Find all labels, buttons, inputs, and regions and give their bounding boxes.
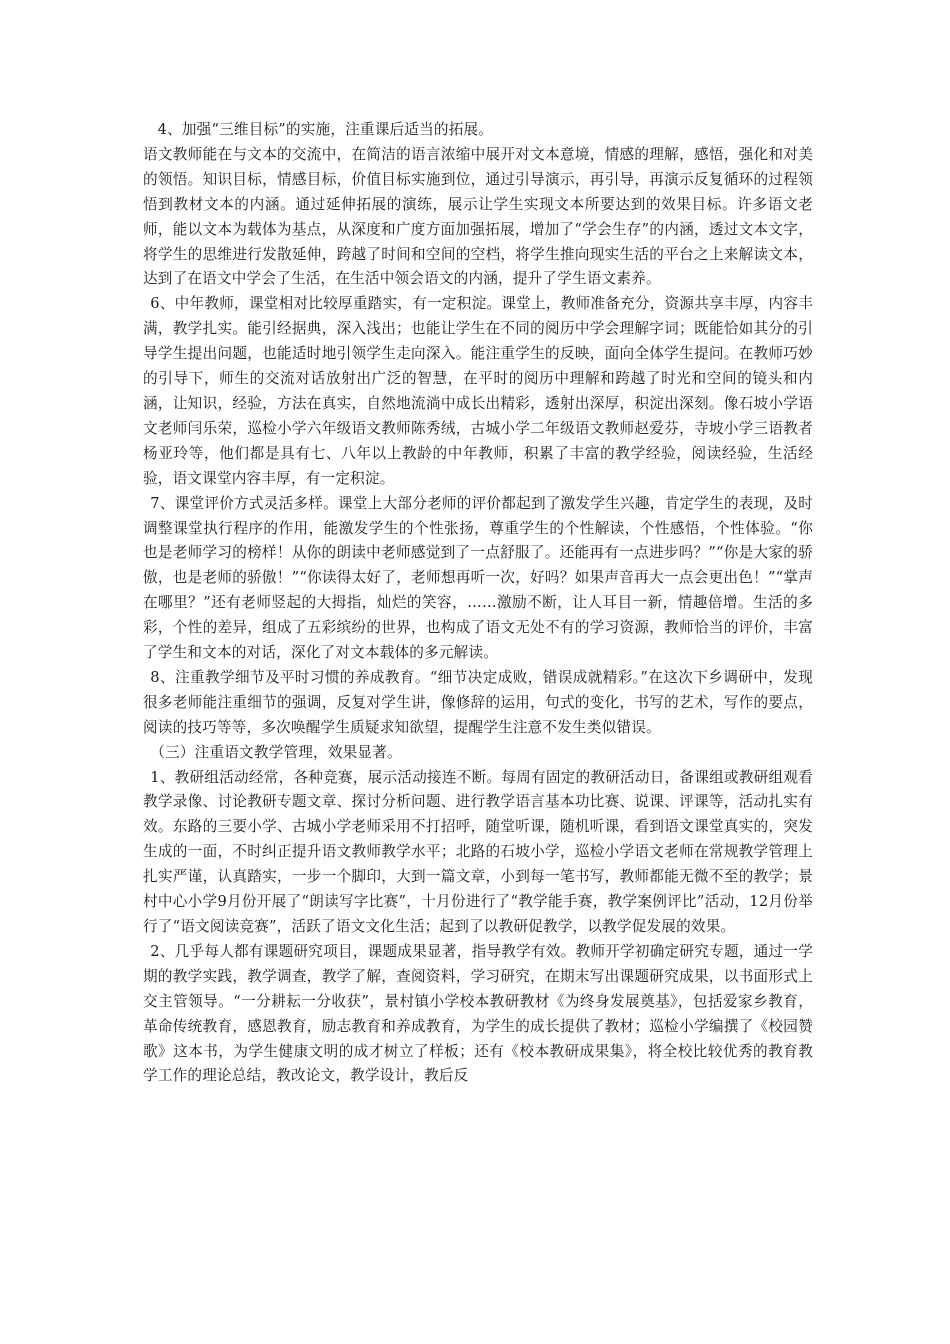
paragraph-item-8: 8、注重教学细节及平时习惯的养成教育。“细节决定成败，错误成就精彩。”在这次下乡调研中，发现很多老师能注重细节的强调，反复对学生讲，像修辞的运用，句式的变化，书写的艺术，写作的要点，阅读的技巧等等，多次唤醒学生质疑求知欲望，提醒学生注意不发生类似错误。 [143, 668, 813, 736]
paragraph-item-7: 7、课堂评价方式灵活多样。课堂上大部分老师的评价都起到了激发学生兴趣，肯定学生的表现，及时调整课堂执行程序的作用，能激发学生的个性张扬，尊重学生的个性解读，个性感悟，个性体验。“你也是老师学习的榜样！从你的朗读中老师感觉到了一点舒服了。还能再有一点进步吗？”“你是大家的骄傲，也是老师的骄傲！”“你读得太好了，老师想再听一次，好吗？如果声音再大一点会更出色！”“掌声在哪里？”还有老师竖起的大拇指，灿烂的笑容，……激励不断，让人耳目一新，情趣倍增。生活的多彩，个性的差异，组成了五彩缤纷的世界，也构成了语文无处不有的学习资源，教师恰当的评价，丰富了学生和文本的对话，深化了对文本载体的多元解读。 [143, 494, 813, 662]
paragraph-item-2: 2、几乎每人都有课题研究项目，课题成果显著，指导教学有效。教师开学初确定研究专题，通过一学期的教学实践，教学调查，教学了解，查阅资料，学习研究，在期末写出课题研究成果，以书面形式上交主管领导。“一分耕耘一分收获”，景村镇小学校本教研教材《为终身发展奠基》，包括爱家乡教育，革命传统教育，感恩教育，励志教育和养成教育，为学生的成长提供了教材；巡检小学编撰了《校园赞歌》这本书，为学生健康文明的成才树立了样板；还有《校本教研成果集》，将全校比较优秀的教育教学工作的理论总结，教改论文，教学设计，教后反 [143, 942, 813, 1085]
paragraph-body-1: 语文教师能在与文本的交流中，在简洁的语言浓缩中展开对文本意境，情感的理解，感悟，强化和对美的领悟。知识目标，情感目标，价值目标实施到位，通过引导演示，再引导，再演示反复循环的过程领悟到教材文本的内涵。通过延伸拓展的演练，展示让学生实现文本所要达到的效果目标。许多语文老师，能以文本为载体为基点，从深度和广度方面加强拓展，增加了“学会生存”的内涵，透过文本文字，将学生的思维进行发散延伸，跨越了时间和空间的空档，将学生推向现实生活的平台之上来解读文本，达到了在语文中学会了生活，在生活中领会语文的内涵，提升了学生语文素养。 [143, 145, 813, 288]
paragraph-heading-4: 4、加强“三维目标”的实施，注重课后适当的拓展。 [157, 121, 494, 138]
paragraph-item-1: 1、教研组活动经常，各种竞赛，展示活动接连不断。每周有固定的教研活动日，备课组或教研组观看教学录像、讨论教研专题文章、探讨分析问题、进行教学语言基本功比赛、说课、评课等，活动扎实有效。东路的三要小学、古城小学老师采用不打招呼，随堂听课，随机听课，看到语文课堂真实的，突发生成的一面，不时纠正提升语文教师教学水平；北路的石坡小学，巡检小学语文老师在常规教学管理上扎实严谨，认真踏实，一步一个脚印，大到一篇文章，小到每一笔书写，教师都能无微不至的教学；景村中心小学9月份开展了“朗读写字比赛”，十月份进行了“教学能手赛，教学案例评比”活动，12月份举行了“语文阅读竞赛”，活跃了语文文化生活；起到了以教研促教学，以教学促发展的效果。 [143, 768, 813, 935]
document-body [143, 118, 813, 1089]
section-heading-3: （三）注重语文教学管理，效果显著。 [150, 743, 402, 761]
paragraph-item-6: 6、中年教师，课堂相对比较厚重踏实，有一定积淀。课堂上，教师准备充分，资源共享丰厚，内容丰满，教学扎实。能引经据典，深入浅出；也能让学生在不同的阅历中学会理解字词；既能恰如其分的引导学生提出问题，也能适时地引领学生走向深入。能注重学生的反映，面向全体学生提问。在教师巧妙的引导下，师生的交流对话放射出广泛的智慧，在平时的阅历中理解和跨越了时光和空间的镜头和内涵，让知识，经验，方法在真实，自然地流淌中成长出精彩，透射出深厚，积淀出深刻。像石坡小学语文老师闫乐荣，巡检小学六年级语文教师陈秀绒，古城小学二年级语文教师赵爱芬，寺坡小学三语教者杨亚玲等，他们都是具有七、八年以上教龄的中年教师，积累了丰富的教学经验，阅读经验，生活经验，语文课堂内容丰厚，有一定积淀。 [143, 295, 813, 487]
